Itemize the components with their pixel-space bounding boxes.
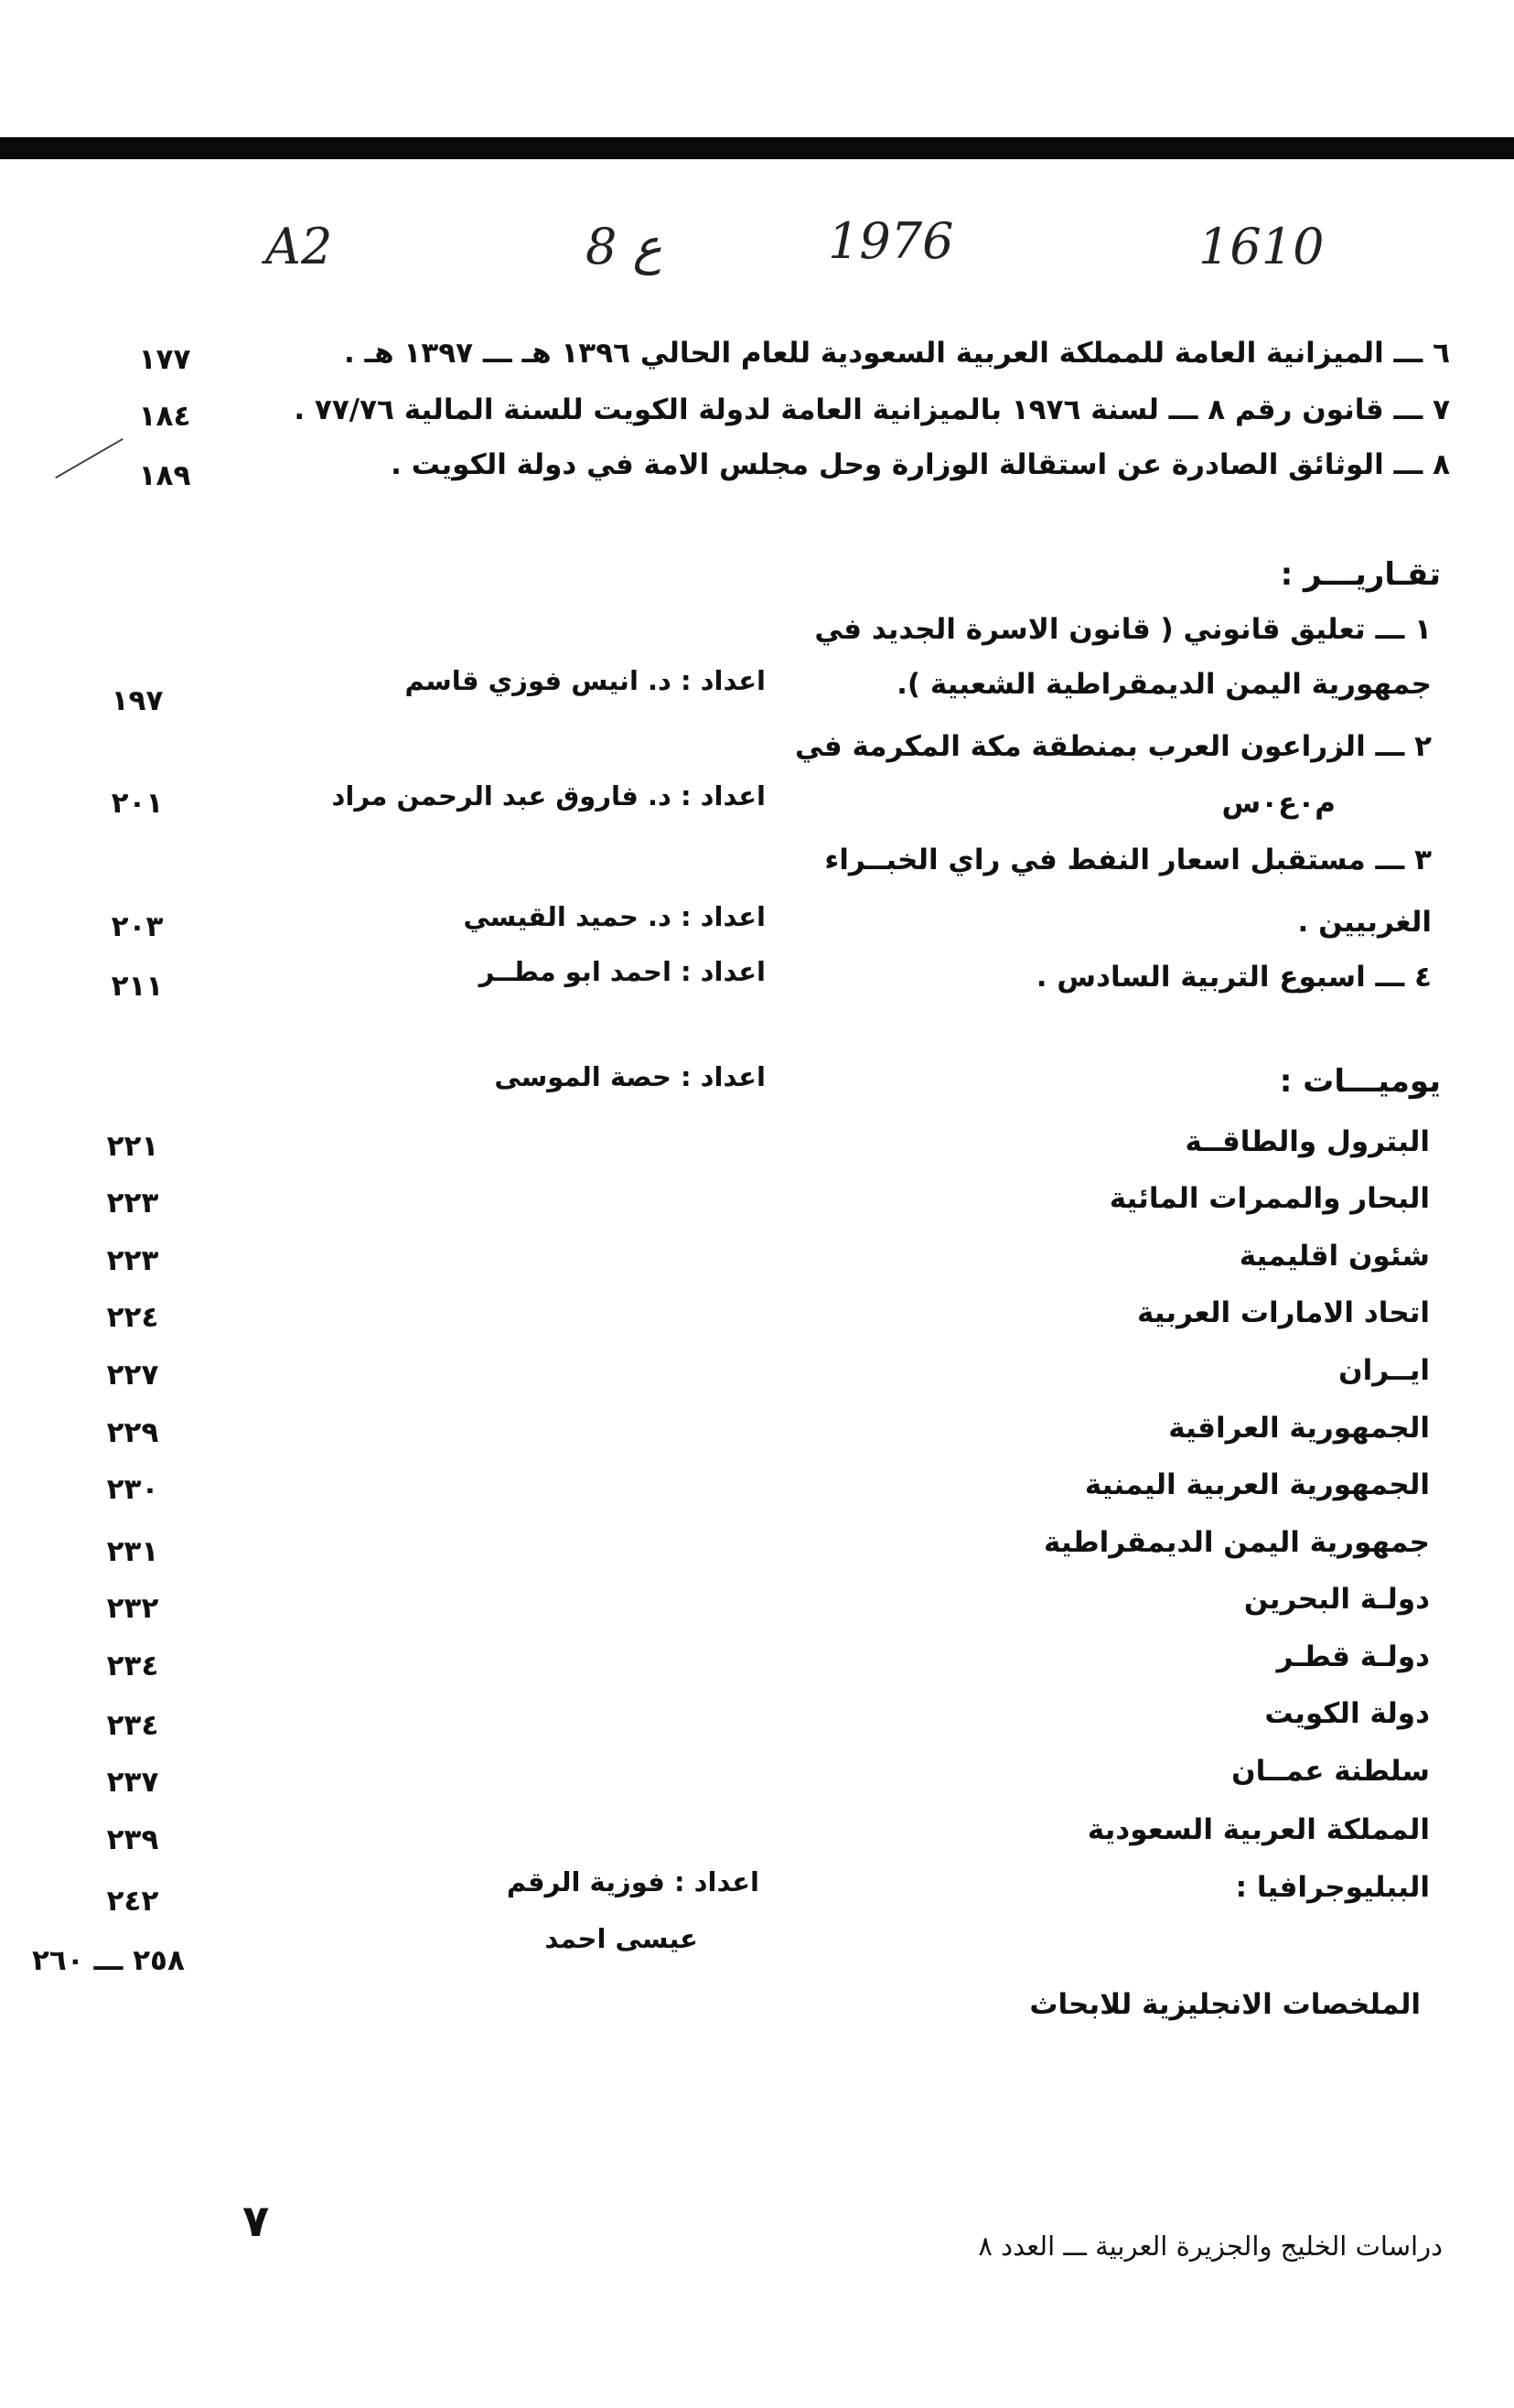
- document-page-7: ١٨٤: [138, 400, 191, 433]
- diary-page: ٢٢٣: [106, 1244, 159, 1277]
- diary-page: ٢٣٧: [106, 1766, 159, 1799]
- report-3-author: اعداد : د. حميد القيسي: [463, 901, 766, 932]
- diary-page: ٢٣٤: [106, 1709, 159, 1742]
- diaries-header: يوميـــات :: [1279, 1063, 1441, 1100]
- report-4-page: ٢١١: [111, 970, 164, 1003]
- top-black-bar: [0, 137, 1514, 159]
- diary-page: ٢٣٢: [106, 1592, 159, 1625]
- handwritten-code: A2: [265, 218, 333, 275]
- document-item-7: ٧ ـــ قانون رقم ٨ ـــ لسنة ١٩٧٦ بالميزانية العامة لدولة الكويت للسنة المالية ٧٧/٧٦ .: [294, 393, 1450, 426]
- report-2-line1: ٢ ـــ الزراعون العرب بمنطقة مكة المكرمة في: [795, 730, 1432, 763]
- diary-item: البحار والممرات المائية: [1109, 1182, 1430, 1215]
- handwritten-number: 1610: [1198, 218, 1325, 275]
- report-1-author: اعداد : د. انيس فوزي قاسم: [404, 665, 766, 696]
- journal-footer: دراسات الخليج والجزيرة العربية ـــ العدد ٨: [978, 2231, 1443, 2262]
- diary-page: ٢٢٩: [106, 1416, 159, 1449]
- document-page-8: ١٨٩: [138, 459, 191, 492]
- diary-page: ٢٢٧: [106, 1359, 159, 1392]
- report-3-line1: ٣ ـــ مستقبل اسعار النفط في راي الخبــراء: [824, 844, 1432, 876]
- diary-item: شئون اقليمية: [1239, 1240, 1430, 1273]
- report-2-line2: م٠ع٠س: [1221, 787, 1336, 820]
- diary-item: البترول والطاقــة: [1185, 1125, 1430, 1158]
- document-item-8: ٨ ـــ الوثائق الصادرة عن استقالة الوزارة وحل مجلس الامة في دولة الكويت .: [391, 448, 1450, 481]
- bibliography-author-1: اعداد : فوزية الرقم: [506, 1866, 759, 1897]
- diary-page: ٢٣٠: [106, 1473, 159, 1506]
- bibliography-label: الببليوجرافيا :: [1235, 1871, 1430, 1904]
- report-4-author: اعداد : احمد ابو مطــر: [478, 956, 766, 987]
- diary-item: دولة الكويت: [1264, 1697, 1430, 1730]
- diary-item: المملكة العربية السعودية: [1087, 1813, 1430, 1846]
- report-4-line1: ٤ ـــ اسبوع التربية السادس .: [1036, 961, 1432, 994]
- diary-item: جمهورية اليمن الديمقراطية: [1044, 1526, 1430, 1559]
- diary-page: ٢٢٣: [106, 1187, 159, 1220]
- bibliography-author-2: عيسى احمد: [544, 1923, 698, 1954]
- diary-item: الجمهورية العراقية: [1168, 1412, 1430, 1445]
- report-2-page: ٢٠١: [111, 787, 164, 820]
- report-1-line2: جمهورية اليمن الديمقراطية الشعبية ).: [897, 668, 1432, 701]
- report-2-author: اعداد : د. فاروق عبد الرحمن مراد: [331, 780, 766, 812]
- diary-page: ٢٣٤: [106, 1650, 159, 1682]
- diary-item: دولـة البحرين: [1243, 1583, 1430, 1616]
- report-1-line1: ١ ـــ تعليق قانوني ( قانون الاسرة الجديد في: [814, 613, 1432, 646]
- diary-item: اتحاد الامارات العربية: [1136, 1296, 1430, 1329]
- report-3-page: ٢٠٣: [111, 910, 164, 943]
- reports-header: تقـاريـــر :: [1280, 556, 1441, 593]
- diaries-author: اعداد : حصة الموسى: [494, 1061, 766, 1092]
- document-page-6: ١٧٧: [138, 343, 191, 376]
- diary-page: ٢٣٩: [106, 1823, 159, 1856]
- english-abstracts: الملخصات الانجليزية للابحاث: [1029, 1988, 1421, 2021]
- bibliography-page-range: ٢٥٨ ـــ ٢٦٠: [32, 1944, 185, 1977]
- report-1-page: ١٩٧: [111, 684, 164, 717]
- diary-page: ٢٢١: [106, 1130, 159, 1163]
- diary-page: ٢٢٤: [106, 1301, 159, 1334]
- report-3-line2: الغربيين .: [1297, 906, 1432, 939]
- diary-item: الجمهورية العربية اليمنية: [1084, 1468, 1430, 1501]
- document-item-6: ٦ ـــ الميزانية العامة للمملكة العربية السعودية للعام الحالي ١٣٩٦ هـ ـــ ١٣٩٧ هـ .: [343, 337, 1450, 370]
- bibliography-page: ٢٤٢: [106, 1885, 159, 1918]
- diary-item: ايــران: [1338, 1354, 1430, 1387]
- diary-page: ٢٣١: [106, 1535, 159, 1568]
- page-number: ٧: [242, 2196, 270, 2247]
- handwritten-issue: 8 ع: [585, 218, 662, 275]
- handwritten-year: 1976: [828, 212, 954, 270]
- diary-item: سلطنة عمــان: [1231, 1755, 1430, 1788]
- diary-item: دولـة قطـر: [1276, 1640, 1430, 1673]
